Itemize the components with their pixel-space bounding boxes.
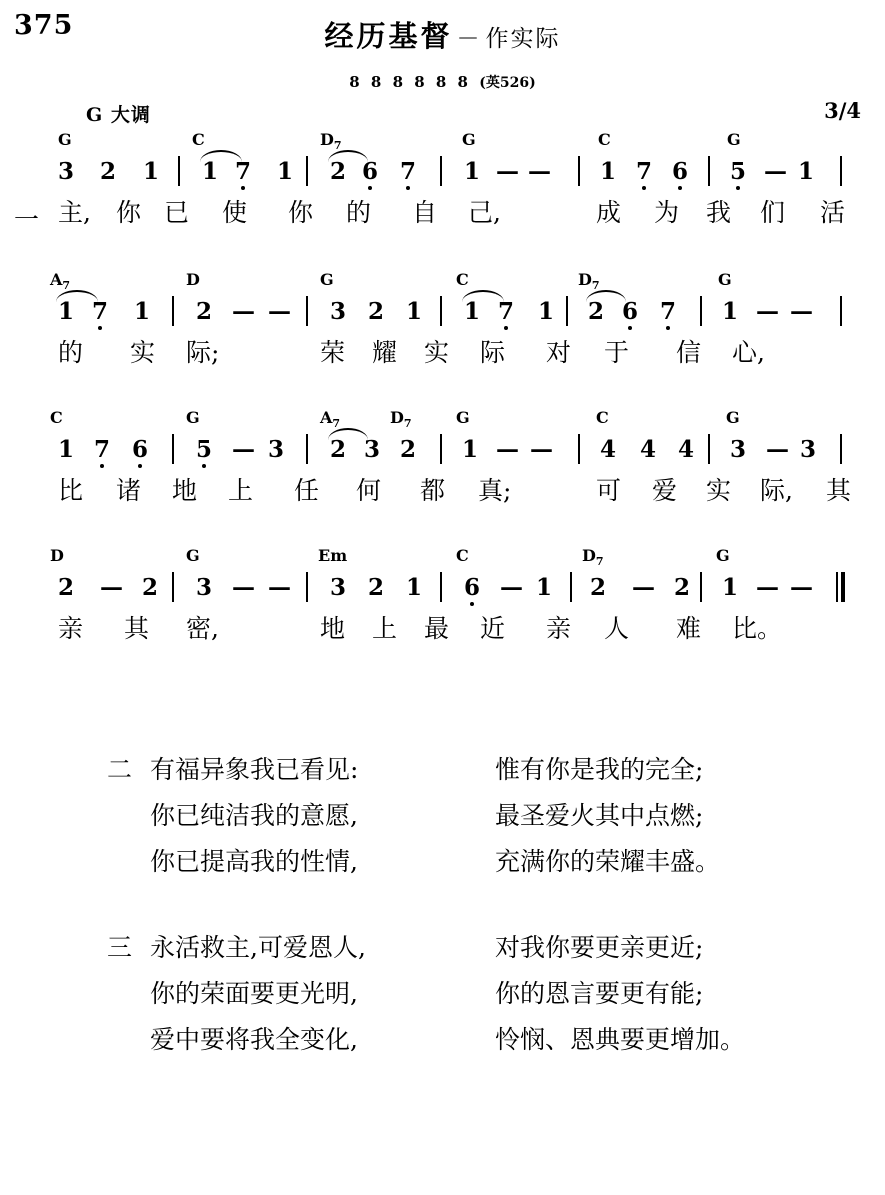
lyric-syllable: 实 [130, 338, 156, 367]
verse-line-part-b: 怜悯、恩典要更增加。 [495, 1025, 746, 1054]
meter-line [0, 72, 885, 92]
note-number: 1 [464, 298, 481, 325]
chord-symbol: G [186, 546, 200, 565]
lyrics-row [0, 470, 885, 528]
lyrics-row [0, 192, 885, 250]
barline [440, 434, 442, 464]
lyric-syllable: 自 [412, 198, 438, 227]
barline [172, 434, 174, 464]
lyric-syllable: 的 [58, 338, 84, 367]
note-number: 6 [622, 298, 639, 325]
lyric-syllable: 实 [424, 338, 450, 367]
chord-symbol: G [58, 130, 72, 149]
lyric-syllable: 何 [356, 476, 382, 505]
note-number: — [790, 574, 813, 601]
music-system [0, 410, 885, 528]
note-number: 6 [132, 436, 149, 463]
barline [840, 434, 842, 464]
notation-row [0, 272, 885, 332]
barline [840, 156, 842, 186]
title-dash: － [456, 26, 482, 52]
note-number: — [232, 574, 255, 601]
barline [306, 434, 308, 464]
lyric-syllable: 信 [676, 338, 702, 367]
lyric-syllable: 你 [288, 198, 314, 227]
verse-line-part-a: 永活救主,可爱恩人, [150, 933, 366, 962]
note-number: 1 [462, 436, 479, 463]
note-number: — [756, 298, 779, 325]
note-number: 1 [538, 298, 555, 325]
barline [306, 572, 308, 602]
chord-symbol: Em [318, 546, 348, 565]
chord-symbol: $D_7$ [578, 270, 600, 293]
note-number: 7 [660, 298, 677, 325]
chord-symbol: C [598, 130, 611, 149]
lyrics-row [0, 332, 885, 390]
note-number: — [530, 436, 553, 463]
lyric-syllable: 实 [706, 476, 732, 505]
key-signature: G 大调 [86, 104, 151, 126]
chord-symbol: G [186, 408, 200, 427]
verse-line [0, 1020, 885, 1066]
lyric-syllable: 成 [596, 198, 622, 227]
barline [578, 434, 580, 464]
note-number: 3 [268, 436, 285, 463]
meter-numbers: 8 8 8 8 8 8 [349, 73, 471, 91]
lyric-syllable: 地 [172, 476, 198, 505]
lyric-syllable: 已 [164, 198, 190, 227]
chord-symbol: $A_7$ [50, 270, 71, 293]
barline [178, 156, 180, 186]
barline [570, 572, 572, 602]
verse-line [0, 928, 885, 974]
lyric-syllable: 上 [372, 614, 398, 643]
barline [566, 296, 568, 326]
verse-line [0, 974, 885, 1020]
lyric-syllable: 你 [116, 198, 142, 227]
hymn-number: 375 [14, 10, 74, 41]
barline [708, 156, 710, 186]
lyric-syllable: 其 [826, 476, 852, 505]
lyric-syllable: 真; [478, 476, 512, 505]
barline [700, 296, 702, 326]
note-number: 1 [722, 574, 739, 601]
verse-line-part-a: 你的荣面要更光明, [150, 979, 358, 1008]
note-number: — [232, 436, 255, 463]
note-number: 3 [364, 436, 381, 463]
lyric-syllable: 爱 [652, 476, 678, 505]
chord-symbol: C [456, 270, 469, 289]
barline [172, 572, 174, 602]
verse-block [0, 750, 885, 888]
barline [440, 572, 442, 602]
barline [700, 572, 702, 602]
note-number: 7 [400, 158, 417, 185]
lyric-syllable: 于 [604, 338, 630, 367]
lyric-syllable: 亲 [546, 614, 572, 643]
note-number: 2 [590, 574, 607, 601]
note-number: 1 [536, 574, 553, 601]
lyric-syllable: 比。 [732, 614, 783, 643]
page-title [0, 14, 885, 55]
lyric-syllable: 地 [320, 614, 346, 643]
note-number: 4 [600, 436, 617, 463]
verse-line-part-b: 充满你的荣耀丰盛。 [495, 847, 721, 876]
chord-symbol: G [716, 546, 730, 565]
note-number: 7 [94, 436, 111, 463]
lyric-syllable: 际, [760, 476, 793, 505]
chord-extension: 7 [595, 555, 604, 569]
note-number: 4 [640, 436, 657, 463]
note-number: 1 [202, 158, 219, 185]
lyric-syllable: 际; [186, 338, 220, 367]
chord-symbol: D [50, 546, 64, 565]
note-number: 1 [406, 298, 423, 325]
note-number: 1 [600, 158, 617, 185]
barline [306, 296, 308, 326]
note-number: 3 [196, 574, 213, 601]
lyric-syllable: 上 [228, 476, 254, 505]
note-number: — [268, 574, 291, 601]
note-number: — [232, 298, 255, 325]
note-number: 1 [798, 158, 815, 185]
lyric-syllable: 我 [706, 198, 732, 227]
barline [440, 156, 442, 186]
note-number: 6 [362, 158, 379, 185]
lyric-syllable: 主, [58, 198, 91, 227]
chord-extension: 7 [591, 279, 600, 293]
verse-line-part-a: 你已纯洁我的意愿, [150, 801, 358, 830]
lyric-syllable: 活 [820, 198, 846, 227]
verse-number: 二 [106, 755, 132, 784]
chord-extension: 7 [333, 139, 342, 153]
note-number: — [756, 574, 779, 601]
lyric-syllable: 际 [480, 338, 506, 367]
lyric-syllable: 亲 [58, 614, 84, 643]
lyric-syllable: 人 [604, 614, 630, 643]
chord-extension: 7 [62, 279, 71, 293]
note-number: — [632, 574, 655, 601]
meter-english-ref: (英526) [479, 75, 536, 91]
note-number: — [528, 158, 551, 185]
note-number: 4 [678, 436, 695, 463]
notation-row [0, 410, 885, 470]
verse-number: 三 [106, 933, 132, 962]
note-number: 2 [588, 298, 605, 325]
lyric-syllable: 的 [346, 198, 372, 227]
chord-symbol: C [596, 408, 609, 427]
verse-line [0, 796, 885, 842]
verse-line-part-b: 对我你要更亲更近; [495, 933, 704, 962]
lyric-syllable: 可 [596, 476, 622, 505]
lyric-syllable: 最 [424, 614, 450, 643]
note-number: 6 [672, 158, 689, 185]
note-number: 2 [142, 574, 159, 601]
verse-block [0, 928, 885, 1066]
note-number: 3 [58, 158, 75, 185]
notation-row [0, 548, 885, 608]
lyric-syllable: 任 [294, 476, 320, 505]
chord-symbol: G [718, 270, 732, 289]
barline [708, 434, 710, 464]
note-number: 1 [406, 574, 423, 601]
additional-verses [0, 750, 885, 1106]
music-system [0, 132, 885, 250]
verse-line-part-b: 惟有你是我的完全; [495, 755, 704, 784]
lyric-syllable: 近 [480, 614, 506, 643]
note-number: 1 [58, 298, 75, 325]
verse-line [0, 842, 885, 888]
lyric-syllable: 们 [760, 198, 786, 227]
barline [172, 296, 174, 326]
barline [578, 156, 580, 186]
note-number: 2 [330, 436, 347, 463]
music-system [0, 272, 885, 390]
note-number: — [764, 158, 787, 185]
verse-line-part-b: 你的恩言要更有能; [495, 979, 704, 1008]
lyric-syllable: 心, [732, 338, 765, 367]
lyric-syllable: 比 [58, 476, 84, 505]
note-number: 2 [58, 574, 75, 601]
note-number: 7 [235, 158, 252, 185]
time-signature: 3/4 [824, 98, 861, 123]
note-number: 7 [636, 158, 653, 185]
chord-symbol: $D_7$ [582, 546, 604, 569]
note-number: 3 [330, 298, 347, 325]
chord-symbol: G [726, 408, 740, 427]
note-number: 2 [368, 574, 385, 601]
title-subtitle: 作实际 [485, 26, 561, 52]
chord-symbol: $D_7$ [390, 408, 412, 431]
note-number: — [790, 298, 813, 325]
note-number: 2 [674, 574, 691, 601]
note-number: 2 [330, 158, 347, 185]
verse-line-part-a: 你已提高我的性情, [150, 847, 358, 876]
note-number: 1 [58, 436, 75, 463]
note-number: 2 [196, 298, 213, 325]
verse-line-part-a: 爱中要将我全变化, [150, 1025, 358, 1054]
note-number: — [496, 158, 519, 185]
chord-symbol: $D_7$ [320, 130, 342, 153]
lyric-syllable: 对 [546, 338, 572, 367]
barline [840, 296, 842, 326]
chord-symbol: C [50, 408, 63, 427]
note-number: 2 [100, 158, 117, 185]
chord-symbol: G [320, 270, 334, 289]
lyric-syllable: 密, [186, 614, 219, 643]
verse-line-part-a: 有福异象我已看见: [150, 755, 359, 784]
chord-symbol: D [186, 270, 200, 289]
note-number: 2 [368, 298, 385, 325]
note-number: 1 [143, 158, 160, 185]
chord-symbol: G [462, 130, 476, 149]
chord-symbol: G [727, 130, 741, 149]
note-number: — [268, 298, 291, 325]
lyric-syllable: 难 [676, 614, 702, 643]
note-number: 1 [464, 158, 481, 185]
chord-symbol: G [456, 408, 470, 427]
note-number: 1 [134, 298, 151, 325]
chord-extension: 7 [332, 417, 341, 431]
lyric-syllable: 耀 [372, 338, 398, 367]
music-system [0, 548, 885, 666]
note-number: 5 [730, 158, 747, 185]
note-number: 7 [92, 298, 109, 325]
barline [440, 296, 442, 326]
lyric-syllable: 为 [654, 198, 680, 227]
chord-extension: 7 [403, 417, 412, 431]
chord-symbol: C [192, 130, 205, 149]
note-number: 7 [498, 298, 515, 325]
note-number: — [500, 574, 523, 601]
note-number: 3 [800, 436, 817, 463]
lyrics-row [0, 608, 885, 666]
notation-row [0, 132, 885, 192]
note-number: 2 [400, 436, 417, 463]
note-number: 3 [330, 574, 347, 601]
verse-line-part-b: 最圣爱火其中点燃; [495, 801, 704, 830]
note-number: — [766, 436, 789, 463]
note-number: 5 [196, 436, 213, 463]
chord-symbol: $A_7$ [320, 408, 341, 431]
lyric-syllable: 都 [420, 476, 446, 505]
lyric-syllable: 诸 [116, 476, 142, 505]
note-number: 1 [277, 158, 294, 185]
chord-symbol: C [456, 546, 469, 565]
verse-number-marker: 一 [14, 205, 40, 234]
note-number: — [100, 574, 123, 601]
lyric-syllable: 使 [222, 198, 248, 227]
note-number: 1 [722, 298, 739, 325]
lyric-syllable: 己, [468, 198, 501, 227]
note-number: — [496, 436, 519, 463]
verse-line [0, 750, 885, 796]
lyric-syllable: 其 [124, 614, 150, 643]
note-number: 3 [730, 436, 747, 463]
lyric-syllable: 荣 [320, 338, 346, 367]
note-number: 6 [464, 574, 481, 601]
title-main: 经历基督 [324, 19, 453, 53]
barline [306, 156, 308, 186]
